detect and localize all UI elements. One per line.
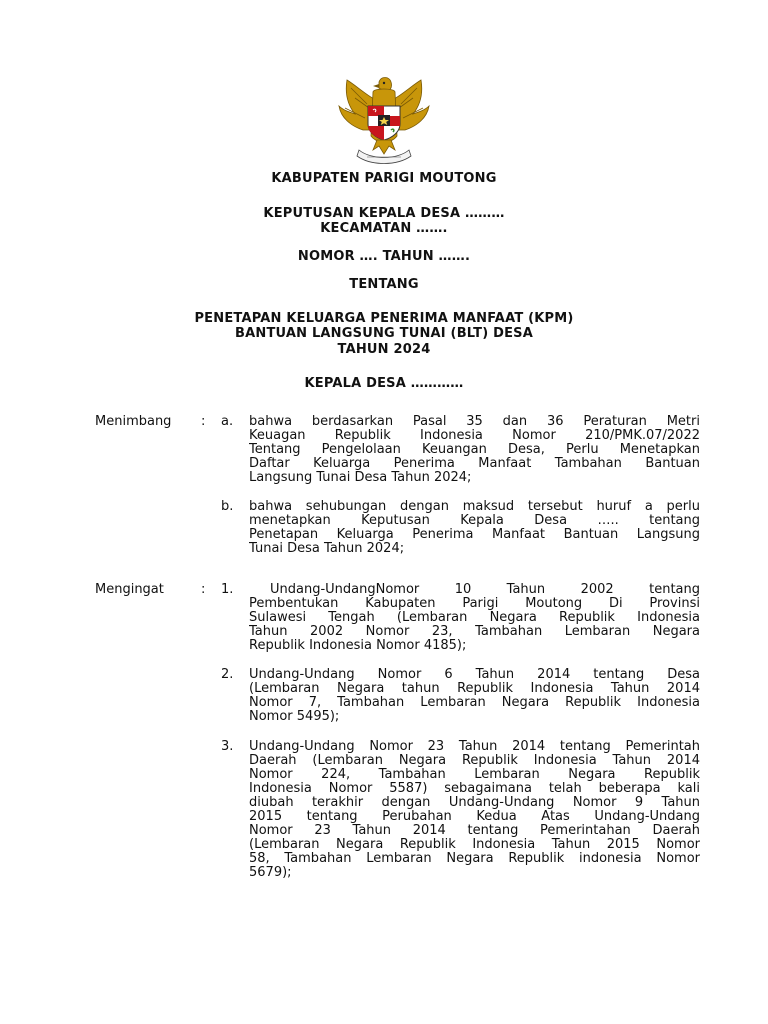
menimbang-label: Menimbang xyxy=(95,414,172,429)
mengingat-item-1 xyxy=(249,583,700,653)
menimbang-item-a-line: Keuagan Republik Indonesia Nomor 210/PMK.07/2022 xyxy=(249,429,700,443)
menimbang-item-a-line: Langsung Tunai Desa Tahun 2024; xyxy=(249,471,472,485)
decree-title-line1: KEPUTUSAN KEPALA DESA ……… xyxy=(263,206,505,221)
mengingat-item-3-line: diubah terakhir dengan Undang-Undang Nomor 9 Tahun xyxy=(249,796,700,810)
mengingat-item-3-line: 2015 tentang Perubahan Kedua Atas Undang-Undang xyxy=(249,810,700,824)
subject-line3: TAHUN 2024 xyxy=(337,342,431,357)
mengingat-item-3-line: (Lembaran Negara Republik Indonesia Tahun 2015 Nomor xyxy=(249,838,700,852)
mengingat-item-3-line: 58, Tambahan Lembaran Negara Republik indonesia Nomor xyxy=(249,852,700,866)
mengingat-item-2 xyxy=(249,668,700,724)
menimbang-item-b-line: menetapkan Keputusan Kepala Desa ….. tentang xyxy=(249,514,700,528)
menimbang-item-a-line: bahwa berdasarkan Pasal 35 dan 36 Peraturan Metri xyxy=(249,415,700,429)
decree-number: NOMOR …. TAHUN ……. xyxy=(297,249,471,264)
menimbang-item-b-line: bahwa sehubungan dengan maksud tersebut huruf a perlu xyxy=(249,500,700,514)
mengingat-item-2-line: Nomor 5495); xyxy=(249,710,340,724)
menimbang-item-b-line: Tunai Desa Tahun 2024; xyxy=(249,542,405,556)
menimbang-item-b xyxy=(249,500,700,556)
menimbang-item-a-line: Tentang Pengelolaan Keuangan Desa, Perlu Menetapkan xyxy=(249,443,700,457)
mengingat-item-2-mark: 2. xyxy=(221,667,234,682)
subject-line2: BANTUAN LANGSUNG TUNAI (BLT) DESA xyxy=(235,326,533,341)
mengingat-item-3 xyxy=(249,740,700,880)
mengingat-item-3-line: Daerah (Lembaran Negara Republik Indonesia Tahun 2014 xyxy=(249,754,700,768)
decree-title-line2: KECAMATAN ……. xyxy=(320,221,448,236)
garuda-emblem-icon xyxy=(329,74,439,166)
mengingat-item-1-mark: 1. xyxy=(221,582,234,597)
menimbang-item-b-line: Penetapan Keluarga Penerima Manfaat Bantuan Langsung xyxy=(249,528,700,542)
mengingat-colon: : xyxy=(201,582,206,597)
menimbang-item-a-mark: a. xyxy=(221,414,234,429)
official-heading: KEPALA DESA ………… xyxy=(304,376,464,391)
mengingat-item-1-line: Tahun 2002 Nomor 23, Tambahan Lembaran Negara xyxy=(249,625,700,639)
mengingat-item-1-line: Republik Indonesia Nomor 4185); xyxy=(249,639,467,653)
mengingat-item-2-line: (Lembaran Negara tahun Republik Indonesia Tahun 2014 xyxy=(249,682,700,696)
mengingat-item-3-line: 5679); xyxy=(249,866,292,880)
mengingat-item-2-line: Nomor 7, Tambahan Lembaran Negara Republik Indonesia xyxy=(249,696,700,710)
menimbang-item-a xyxy=(249,415,700,485)
mengingat-label: Mengingat xyxy=(95,582,164,597)
menimbang-item-b-mark: b. xyxy=(221,499,234,514)
mengingat-item-3-line: Nomor 23 Tahun 2014 tentang Pemerintahan Daerah xyxy=(249,824,700,838)
about-heading: TENTANG xyxy=(349,277,419,292)
mengingat-item-3-line: Indonesia Nomor 5587) sebagaimana telah beberapa kali xyxy=(249,782,700,796)
mengingat-item-3-line: Nomor 224, Tambahan Lembaran Negara Republik xyxy=(249,768,700,782)
menimbang-item-a-line: Daftar Keluarga Penerima Manfaat Tambahan Bantuan xyxy=(249,457,700,471)
mengingat-item-3-line: Undang-Undang Nomor 23 Tahun 2014 tentang Pemerintah xyxy=(249,740,700,754)
regency-heading: KABUPATEN PARIGI MOUTONG xyxy=(271,171,497,186)
subject-line1: PENETAPAN KELUARGA PENERIMA MANFAAT (KPM) xyxy=(194,311,574,326)
mengingat-item-2-line: Undang-Undang Nomor 6 Tahun 2014 tentang Desa xyxy=(249,668,700,682)
mengingat-item-1-line: Sulawesi Tengah (Lembaran Negara Republik Indonesia xyxy=(249,611,700,625)
menimbang-colon: : xyxy=(201,414,206,429)
mengingat-item-1-line: Pembentukan Kabupaten Parigi Moutong Di Provinsi xyxy=(249,597,700,611)
mengingat-item-1-line: Undang-UndangNomor 10 Tahun 2002 tentang xyxy=(270,583,700,597)
mengingat-item-3-mark: 3. xyxy=(221,739,234,754)
